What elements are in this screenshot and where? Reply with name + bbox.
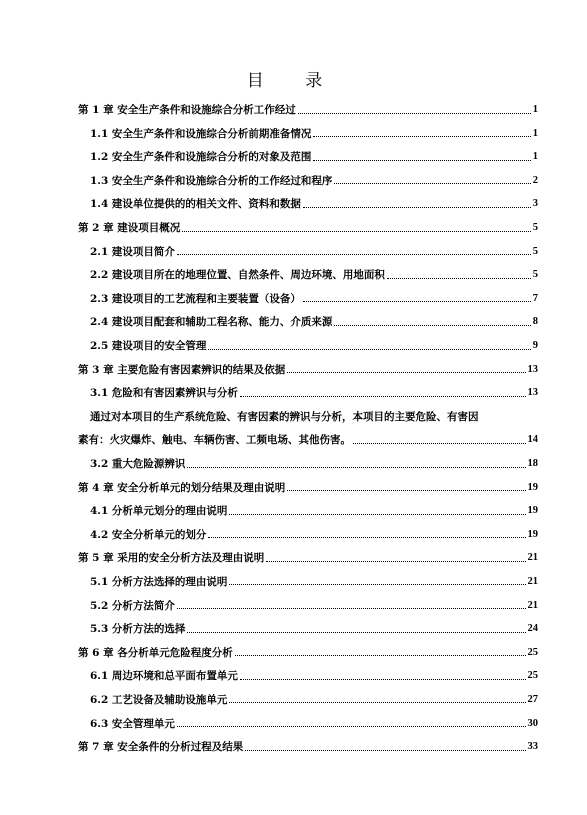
toc-entry-page: 24 xyxy=(527,623,538,635)
toc-entry-6-3[interactable] xyxy=(78,709,538,733)
toc-entry-label: 第 4 章 安全分析单元的划分结果及理由说明 xyxy=(78,481,286,494)
toc-entry-label: 2.5 建设项目的安全管理 xyxy=(90,340,207,353)
dot-leader xyxy=(229,702,525,703)
toc-title: 目 录 xyxy=(246,71,341,91)
toc-entry-2-3[interactable] xyxy=(78,285,538,309)
dot-leader xyxy=(235,655,526,656)
toc-entry-label: 第 6 章 各分析单元危险程度分析 xyxy=(78,646,233,659)
toc-entry-2-4[interactable] xyxy=(78,308,538,332)
toc-entry-page: 21 xyxy=(527,599,538,611)
toc-entry-label: 5.3 分析方法的选择 xyxy=(90,623,186,636)
toc-entry-label: 3.2 重大危险源辨识 xyxy=(90,458,186,470)
toc-entry-chapter-6[interactable] xyxy=(78,639,538,663)
dot-leader xyxy=(313,160,530,161)
toc-entry-2-1[interactable] xyxy=(78,238,538,262)
toc-entry-label: 通过对本项目的生产系统危险、有害因素的辨识与分析，本项目的主要危险、有害因 xyxy=(90,410,479,423)
toc-entry-label: 5.1 分析方法选择的理由说明 xyxy=(90,575,228,588)
toc-entry-page: 13 xyxy=(527,363,538,375)
toc-entry-paragraph-line-2[interactable] xyxy=(78,426,538,450)
toc-entry-page: 9 xyxy=(532,340,538,352)
dot-leader xyxy=(245,750,525,751)
toc-entry-page: 19 xyxy=(527,481,538,493)
dot-leader xyxy=(187,632,525,633)
toc-entry-page: 2 xyxy=(532,174,538,186)
toc-entry-page: 19 xyxy=(527,528,538,540)
dot-leader xyxy=(229,584,525,585)
dot-leader xyxy=(187,467,525,468)
toc-entry-page: 8 xyxy=(532,316,538,328)
dot-leader xyxy=(182,231,530,232)
dot-leader xyxy=(229,514,525,515)
toc-entry-1-3[interactable] xyxy=(78,167,538,191)
toc-entry-page: 5 xyxy=(532,222,538,234)
toc-entry-label: 1.1 安全生产条件和设施综合分析前期准备情况 xyxy=(90,127,312,140)
toc-entry-5-1[interactable] xyxy=(78,568,538,592)
toc-entry-chapter-4[interactable] xyxy=(78,474,538,498)
toc-entry-label: 2.3 建设项目的工艺流程和主要装置（设备） xyxy=(90,292,301,305)
toc-entry-chapter-1[interactable] xyxy=(78,96,538,120)
toc-entry-chapter-7[interactable] xyxy=(78,733,538,757)
table-of-contents xyxy=(78,96,538,757)
dot-leader xyxy=(287,490,525,491)
dot-leader xyxy=(287,372,525,373)
toc-entry-page: 27 xyxy=(527,693,538,705)
toc-entry-chapter-5[interactable] xyxy=(78,544,538,568)
toc-entry-4-2[interactable] xyxy=(78,521,538,545)
dot-leader xyxy=(387,278,531,279)
toc-entry-page: 1 xyxy=(532,104,538,116)
toc-entry-label: 第 1 章 安全生产条件和设施综合分析工作经过 xyxy=(78,104,296,117)
dot-leader xyxy=(303,207,531,208)
toc-entry-5-3[interactable] xyxy=(78,615,538,639)
toc-entry-label: 4.1 分析单元划分的理由说明 xyxy=(90,505,228,518)
toc-entry-label: 1.4 建设单位提供的的相关文件、资料和数据 xyxy=(90,198,301,211)
dot-leader xyxy=(353,443,526,444)
toc-entry-label: 4.2 安全分析单元的划分 xyxy=(90,528,207,541)
toc-entry-page: 5 xyxy=(532,269,538,281)
dot-leader xyxy=(266,561,525,562)
toc-entry-4-1[interactable] xyxy=(78,497,538,521)
toc-entry-page: 18 xyxy=(527,458,538,469)
toc-entry-label: 1.2 安全生产条件和设施综合分析的对象及范围 xyxy=(90,151,312,164)
toc-entry-label: 2.4 建设项目配套和辅助工程名称、能力、介质来源 xyxy=(90,316,333,329)
toc-entry-3-1[interactable] xyxy=(78,379,538,403)
toc-entry-chapter-2[interactable] xyxy=(78,214,538,238)
toc-entry-label: 第 5 章 采用的安全分析方法及理由说明 xyxy=(78,552,265,565)
toc-entry-label: 6.3 安全管理单元 xyxy=(90,717,175,730)
toc-entry-2-2[interactable] xyxy=(78,261,538,285)
toc-entry-label: 3.1 危险和有害因素辨识与分析 xyxy=(90,387,238,400)
dot-leader xyxy=(177,726,526,727)
toc-entry-label: 6.2 工艺设备及辅助设施单元 xyxy=(90,693,228,706)
toc-entry-label: 第 3 章 主要危险有害因素辨识的结果及依据 xyxy=(78,363,286,376)
dot-leader xyxy=(298,113,531,114)
toc-entry-1-4[interactable] xyxy=(78,190,538,214)
toc-entry-label: 2.1 建设项目简介 xyxy=(90,245,175,258)
toc-entry-page: 21 xyxy=(527,552,538,564)
toc-entry-page: 21 xyxy=(527,575,538,587)
toc-entry-page: 1 xyxy=(532,127,538,139)
toc-entry-chapter-3[interactable] xyxy=(78,356,538,380)
toc-entry-label: 素有：火灾爆炸、触电、车辆伤害、工频电场、其他伤害。 xyxy=(78,434,351,447)
toc-entry-5-2[interactable] xyxy=(78,591,538,615)
toc-entry-page: 33 xyxy=(527,741,538,753)
toc-entry-2-5[interactable] xyxy=(78,332,538,356)
dot-leader xyxy=(177,608,526,609)
toc-entry-label: 第 2 章 建设项目概况 xyxy=(78,222,181,235)
dot-leader xyxy=(208,537,525,538)
dot-leader xyxy=(303,301,531,302)
dot-leader xyxy=(208,349,530,350)
toc-entry-paragraph-line-1[interactable] xyxy=(78,403,538,427)
toc-entry-1-1[interactable] xyxy=(78,120,538,144)
toc-entry-label: 1.3 安全生产条件和设施综合分析的工作经过和程序 xyxy=(90,174,333,187)
dot-leader xyxy=(334,325,530,326)
dot-leader xyxy=(177,254,531,255)
toc-entry-label: 第 7 章 安全条件的分析过程及结果 xyxy=(78,741,244,754)
toc-entry-page: 7 xyxy=(532,292,538,304)
toc-entry-page: 3 xyxy=(532,198,538,210)
toc-entry-label: 6.1 周边环境和总平面布置单元 xyxy=(90,670,238,683)
toc-entry-page: 5 xyxy=(532,245,538,257)
toc-entry-6-1[interactable] xyxy=(78,662,538,686)
toc-entry-3-2[interactable] xyxy=(78,450,538,474)
toc-entry-page: 25 xyxy=(527,670,538,682)
toc-entry-label: 2.2 建设项目所在的地理位置、自然条件、周边环境、用地面积 xyxy=(90,269,385,282)
toc-entry-page: 25 xyxy=(527,646,538,658)
dot-leader xyxy=(334,183,530,184)
dot-leader xyxy=(240,396,526,397)
dot-leader xyxy=(240,679,526,680)
toc-entry-page: 14 xyxy=(527,434,538,446)
dot-leader xyxy=(313,136,530,137)
toc-entry-page: 19 xyxy=(527,505,538,517)
toc-entry-page: 30 xyxy=(527,717,538,729)
toc-entry-page: 13 xyxy=(527,387,538,399)
toc-entry-page: 1 xyxy=(532,151,538,163)
toc-entry-6-2[interactable] xyxy=(78,686,538,710)
toc-entry-label: 5.2 分析方法简介 xyxy=(90,599,175,612)
toc-entry-1-2[interactable] xyxy=(78,143,538,167)
